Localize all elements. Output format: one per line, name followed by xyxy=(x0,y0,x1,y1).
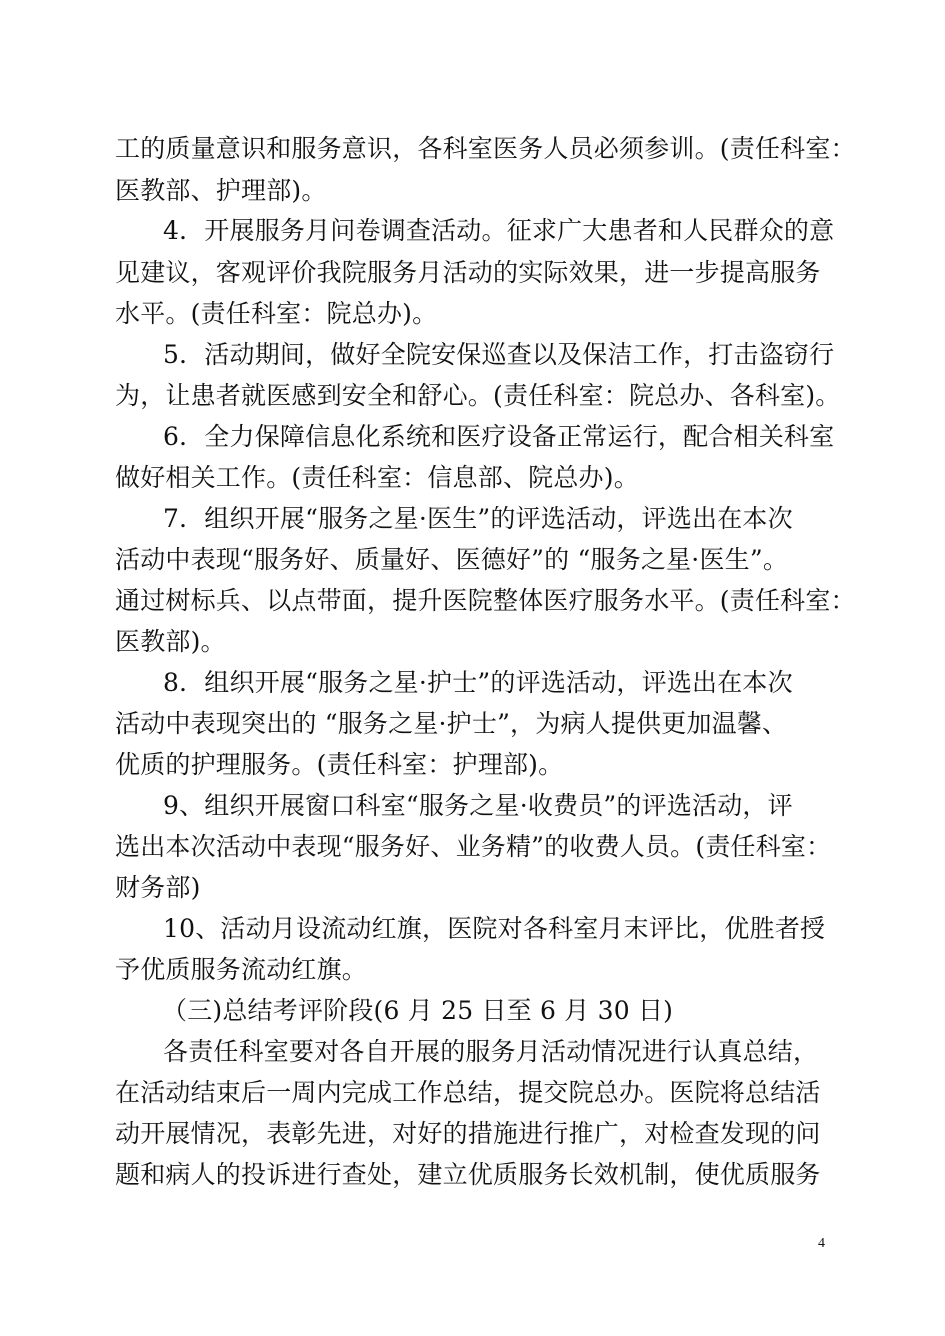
paragraph-7-line-2: 活动中表现“服务好、质量好、医德好”的 “服务之星·医生”。 xyxy=(115,545,789,574)
paragraph-4-line-1: 4．开展服务月问卷调查活动。征求广大患者和人民群众的意 xyxy=(163,216,835,245)
paragraph-8-line-1: 8．组织开展“服务之星·护士”的评选活动，评选出在本次 xyxy=(163,668,793,697)
paragraph-4-line-3: 水平。(责任科室：院总办)。 xyxy=(115,299,438,328)
paragraph-9-line-2: 选出本次活动中表现“服务好、业务精”的收费人员。(责任科室： xyxy=(115,832,832,861)
summary-paragraph-line-1: 各责任科室要对各自开展的服务月活动情况进行认真总结， xyxy=(163,1037,819,1066)
paragraph-7-line-4: 医教部)。 xyxy=(115,627,226,656)
summary-paragraph-line-4: 题和病人的投诉进行查处，建立优质服务长效机制，使优质服务 xyxy=(115,1160,821,1189)
paragraph-10-line-1: 10、活动月设流动红旗，医院对各科室月末评比，优胜者授 xyxy=(163,914,826,943)
section-heading: （三)总结考评阶段(6 月 25 日至 6 月 30 日) xyxy=(162,996,674,1025)
summary-paragraph-line-3: 动开展情况，表彰先进，对好的措施进行推广，对检查发现的问 xyxy=(115,1119,821,1148)
text-line-2: 医教部、护理部)。 xyxy=(115,176,327,205)
paragraph-9-line-3: 财务部) xyxy=(115,873,201,902)
text-line-1: 工的质量意识和服务意识，各科室医务人员必须参训。(责任科室： xyxy=(115,134,856,163)
paragraph-6-line-2: 做好相关工作。(责任科室：信息部、院总办)。 xyxy=(115,463,639,492)
paragraph-5-line-1: 5．活动期间，做好全院安保巡查以及保洁工作，打击盗窃行 xyxy=(163,340,835,369)
paragraph-8-line-2: 活动中表现突出的 “服务之星·护士”，为病人提供更加温馨、 xyxy=(115,709,788,738)
paragraph-9-line-1: 9、组织开展窗口科室“服务之星·收费员”的评选活动，评 xyxy=(163,791,793,820)
paragraph-10-line-2: 予优质服务流动红旗。 xyxy=(115,955,368,984)
summary-paragraph-line-2: 在活动结束后一周内完成工作总结，提交院总办。医院将总结活 xyxy=(115,1078,821,1107)
paragraph-4-line-2: 见建议，客观评价我院服务月活动的实际效果，进一步提高服务 xyxy=(115,258,821,287)
paragraph-5-line-2: 为，让患者就医感到安全和舒心。(责任科室：院总办、各科室)。 xyxy=(115,381,841,410)
paragraph-8-line-3: 优质的护理服务。(责任科室：护理部)。 xyxy=(115,750,564,779)
page-number: 4 xyxy=(818,1236,825,1251)
paragraph-7-line-1: 7．组织开展“服务之星·医生”的评选活动，评选出在本次 xyxy=(163,504,793,533)
paragraph-6-line-1: 6．全力保障信息化系统和医疗设备正常运行，配合相关科室 xyxy=(163,422,835,451)
paragraph-7-line-3: 通过树标兵、以点带面，提升医院整体医疗服务水平。(责任科室： xyxy=(115,586,856,615)
